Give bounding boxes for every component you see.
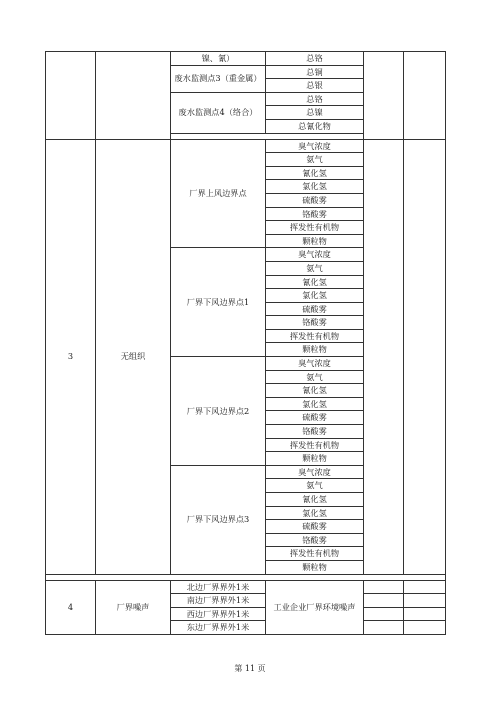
monitoring-item: 铬酸雾 <box>266 533 364 547</box>
row-category: 无组织 <box>96 139 171 574</box>
monitoring-item: 颗粒物 <box>266 234 364 248</box>
monitoring-item: 硫酸雾 <box>266 411 364 425</box>
monitoring-item: 臭气浓度 <box>266 357 364 371</box>
monitoring-point: 北边厂界界外1米 <box>171 580 266 594</box>
blank-cell <box>404 580 446 594</box>
monitoring-point: 废水监测点4（络合） <box>171 92 266 133</box>
monitoring-item: 颗粒物 <box>266 452 364 466</box>
continued-point-tail: 镍、氰） <box>171 52 266 66</box>
monitoring-item: 氨气 <box>266 153 364 167</box>
monitoring-point: 废水监测点3（重金属） <box>171 65 266 92</box>
monitoring-item: 臭气浓度 <box>266 465 364 479</box>
monitoring-item: 挥发性有机物 <box>266 547 364 561</box>
blank-cell <box>404 594 446 608</box>
monitoring-item: 硫酸雾 <box>266 302 364 316</box>
monitoring-table <box>45 51 446 635</box>
monitoring-item: 铬酸雾 <box>266 207 364 221</box>
blank-cell <box>404 139 446 574</box>
monitoring-item: 氰化氢 <box>266 166 364 180</box>
monitoring-point: 厂界上风边界点 <box>171 139 266 248</box>
blank-cell <box>364 607 404 621</box>
blank-cell <box>404 52 446 140</box>
blank-cell <box>364 594 404 608</box>
monitoring-item: 氨气 <box>266 479 364 493</box>
monitoring-point: 南边厂界界外1米 <box>171 594 266 608</box>
monitoring-point: 西边厂界界外1米 <box>171 607 266 621</box>
row-category: 厂界噪声 <box>96 580 171 634</box>
blank-cell <box>404 621 446 635</box>
monitoring-item: 氰化氢 <box>266 275 364 289</box>
blank-cell <box>404 607 446 621</box>
monitoring-item: 硫酸雾 <box>266 193 364 207</box>
monitoring-point: 东边厂界界外1米 <box>171 621 266 635</box>
monitoring-item: 臭气浓度 <box>266 248 364 262</box>
monitoring-item: 铬酸雾 <box>266 425 364 439</box>
monitoring-item: 总铜 <box>266 65 364 79</box>
monitoring-item: 氯化氢 <box>266 506 364 520</box>
monitoring-item: 挥发性有机物 <box>266 329 364 343</box>
blank-cell <box>364 139 404 574</box>
monitoring-point: 厂界下风边界点3 <box>171 465 266 574</box>
monitoring-item: 氯化氢 <box>266 289 364 303</box>
monitoring-item: 总镍 <box>266 106 364 120</box>
monitoring-item: 氰化氢 <box>266 384 364 398</box>
monitoring-item: 硫酸雾 <box>266 520 364 534</box>
row-number: 3 <box>46 139 96 574</box>
monitoring-item: 铬酸雾 <box>266 316 364 330</box>
row-number: 4 <box>46 580 96 634</box>
monitoring-item: 颗粒物 <box>266 560 364 574</box>
continued-category-cell <box>96 52 171 140</box>
monitoring-item: 总铬 <box>266 52 364 66</box>
monitoring-item: 氨气 <box>266 370 364 384</box>
monitoring-item: 氨气 <box>266 261 364 275</box>
blank-cell <box>364 580 404 594</box>
monitoring-item: 颗粒物 <box>266 343 364 357</box>
monitoring-item: 挥发性有机物 <box>266 438 364 452</box>
continued-no-cell <box>46 52 96 140</box>
monitoring-item: 氯化氢 <box>266 180 364 194</box>
monitoring-item: 氰化氢 <box>266 493 364 507</box>
monitoring-item: 总银 <box>266 79 364 93</box>
page-number: 第 11 页 <box>234 664 266 673</box>
monitoring-item: 挥发性有机物 <box>266 221 364 235</box>
monitoring-point: 厂界下风边界点1 <box>171 248 266 357</box>
blank-cell <box>364 621 404 635</box>
monitoring-point: 厂界下风边界点2 <box>171 357 266 466</box>
monitoring-item: 氯化氢 <box>266 397 364 411</box>
monitoring-item: 工业企业厂界环境噪声 <box>266 580 364 634</box>
monitoring-item: 总氰化物 <box>266 119 364 133</box>
blank-cell <box>364 52 404 140</box>
monitoring-item: 总铬 <box>266 92 364 106</box>
monitoring-item: 臭气浓度 <box>266 139 364 153</box>
